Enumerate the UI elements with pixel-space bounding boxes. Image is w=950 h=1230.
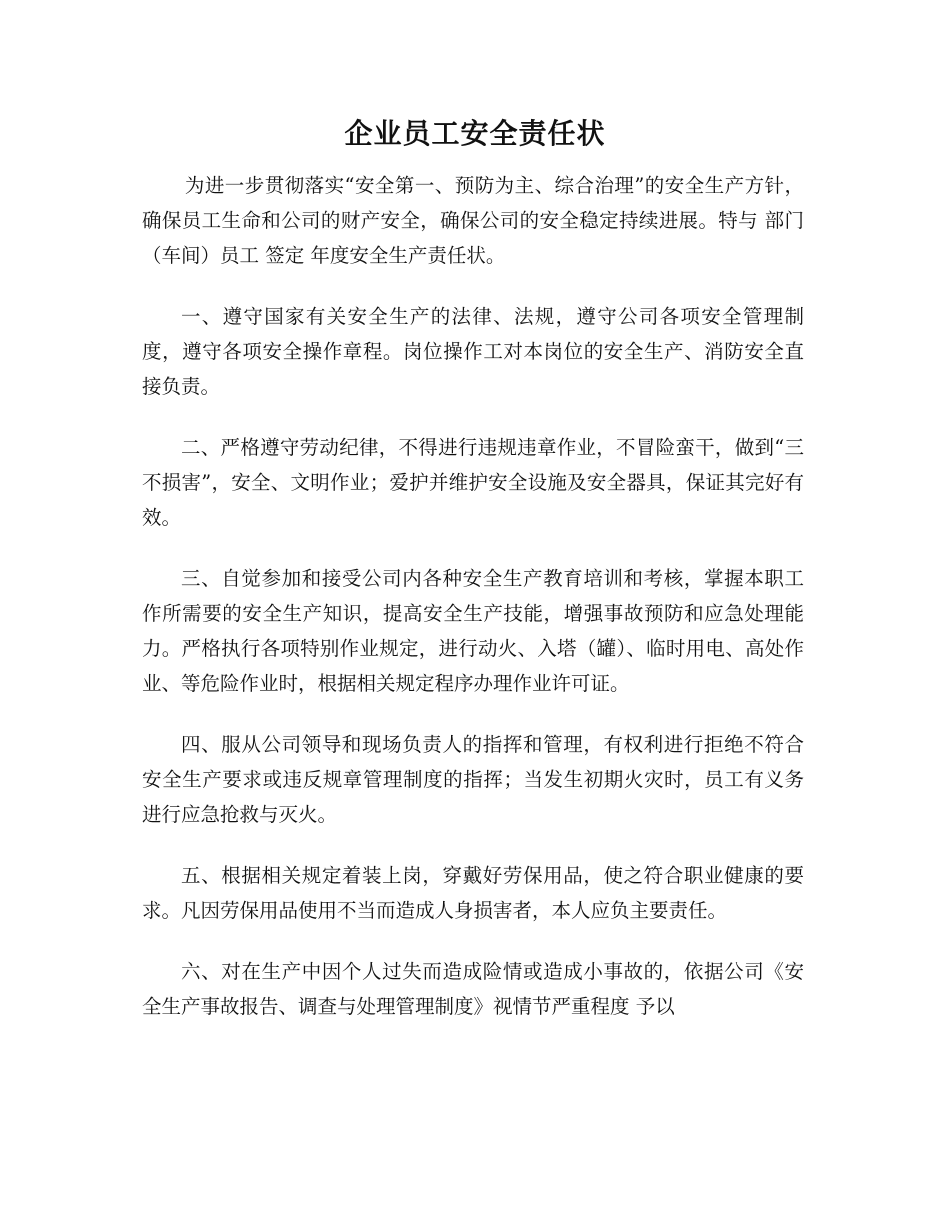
paragraph-gap: [142, 832, 804, 858]
clause-3: 三、自觉参加和接受公司内各种安全生产教育培训和考核，掌握本职工作所需要的安全生产知识，提高安全生产技能，增强事故预防和应急处理能力。严格执行各项特别作业规定，进行动火、入塔（罐）、临时用电、高处作业、等危险作业时，根据相关规定程序办理作业许可证。: [142, 567, 804, 695]
clause-6: 六、对在生产中因个人过失而造成险情或造成小事故的，依据公司《安全生产事故报告、调查与处理管理制度》视情节严重程度 予以: [142, 960, 804, 1018]
intro-paragraph: 为进一步贯彻落实“安全第一、预防为主、综合治理”的安全生产方针，确保员工生命和公司的财产安全，确保公司的安全稳定持续进展。特与 部门（车间）员工 签定 年度安全生产责任状。: [142, 174, 804, 267]
paragraph-gap: [142, 273, 804, 299]
paragraph-gap: [142, 404, 804, 430]
clause-4: 四、服从公司领导和现场负责人的指挥和管理，有权利进行拒绝不符合安全生产要求或违反规章管理制度的指挥；当发生初期火灾时，员工有义务进行应急抢救与灭火。: [142, 733, 804, 826]
paragraph-gap: [142, 701, 804, 727]
document-body: [142, 168, 804, 1024]
clause-2: 二、严格遵守劳动纪律，不得进行违规违章作业，不冒险蛮干，做到“三不损害”，安全、文明作业；爱护并维护安全设施及安全器具，保证其完好有效。: [142, 436, 804, 529]
paragraph-gap: [142, 928, 804, 954]
document-title: 企业员工安全责任状: [344, 117, 606, 150]
clause-5: 五、根据相关规定着装上岗，穿戴好劳保用品，使之符合职业健康的要求。凡因劳保用品使用不当而造成人身损害者，本人应负主要责任。: [142, 864, 804, 922]
paragraph-gap: [142, 535, 804, 561]
clause-1: 一、遵守国家有关安全生产的法律、法规，遵守公司各项安全管理制度，遵守各项安全操作章程。岗位操作工对本岗位的安全生产、消防安全直接负责。: [142, 305, 804, 398]
